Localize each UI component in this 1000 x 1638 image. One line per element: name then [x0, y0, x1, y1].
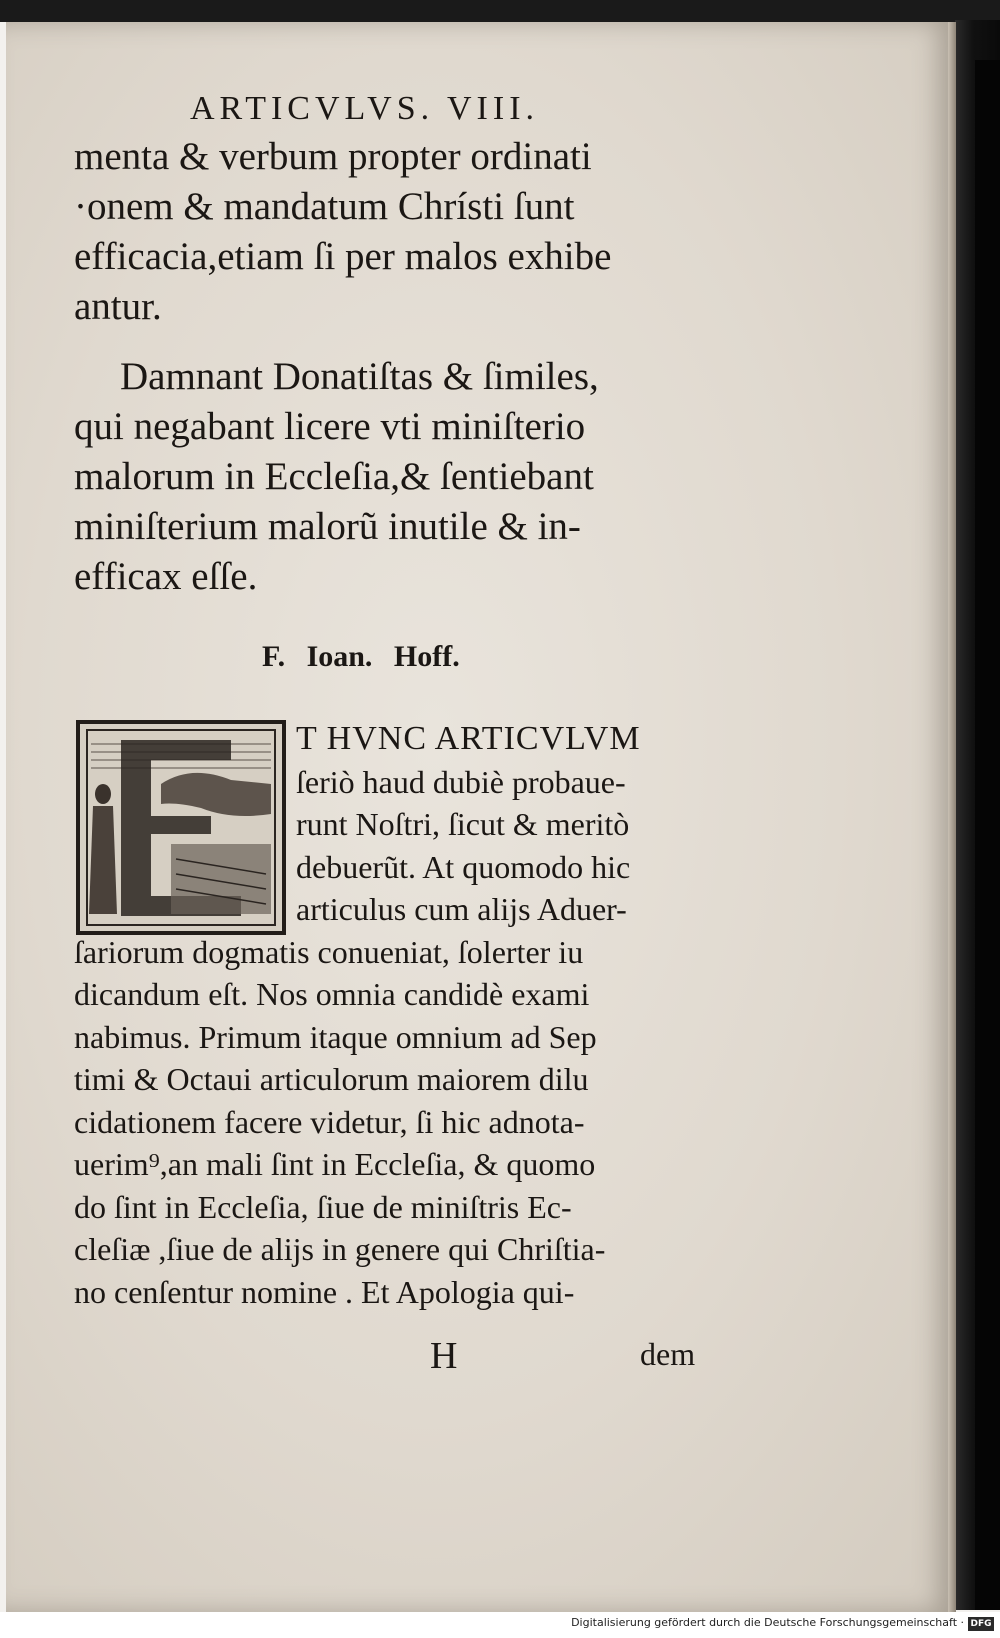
text-line: timi & Octaui articulorum maiorem dilu [74, 1061, 589, 1097]
text-line: Damnant Donatiſtas & ſimiles, [120, 355, 599, 398]
text-line: ſariorum dogmatis conueniat, ſolerter iu [74, 933, 584, 970]
text-line: antur. [74, 285, 162, 328]
page-edge-shadow [948, 22, 956, 1612]
text-line: miniſterium malorũ inutile & in- [74, 505, 581, 548]
text-line: no cenſentur nomine . Et Apologia qui- [74, 1273, 575, 1310]
footer-credit: Digitalisierung gefördert durch die Deutsche Forschungsgemeinschaft · [571, 1616, 964, 1629]
dfg-logo-icon: DFG [968, 1617, 994, 1631]
text-line: efficax eſſe. [74, 555, 258, 598]
text-line: debuerũt. At quomodo hic [296, 848, 631, 885]
text-line: dicandum eſt. Nos omnia candidè exami [74, 976, 590, 1012]
text-line: ·onem & mandatum Chrísti ſunt [74, 185, 575, 228]
scan-top-border [0, 0, 1000, 22]
text-line: cleſiæ ,ſiue de alijs in genere qui Chriſtia- [74, 1231, 606, 1267]
text-line: uerim⁹,an mali ſint in Eccleſia, & quomo [74, 1146, 596, 1182]
signature-mark: H [430, 1335, 458, 1377]
text-line: articulus cum alijs Aduer- [296, 891, 627, 927]
paragraph-b [74, 352, 714, 602]
author-signature: F. Ioan. Hoff. [262, 640, 460, 673]
text-line: efficacia,etiam ſi per malos exhibe [74, 235, 612, 278]
text-line: qui negabant licere vti miniſterio [74, 405, 586, 448]
text-line: cidationem facere videtur, ſi hic adnota- [74, 1103, 585, 1140]
text-line: runt Noſtri, ſicut & meritò [296, 806, 630, 842]
commentary [74, 718, 714, 1313]
running-head: ARTICVLVS. VIII. [190, 90, 540, 127]
book-spine-edge [975, 60, 1000, 1610]
paragraph-a [74, 132, 714, 332]
digitization-footer [0, 1612, 1000, 1638]
commentary-heading: T HVNC ARTICVLVM [296, 720, 641, 757]
text-line: malorum in Eccleſia,& ſentiebant [74, 455, 594, 498]
text-line: menta & verbum propter ordinati [74, 135, 592, 178]
text-line: ſeriò haud dubiè probaue- [296, 763, 626, 800]
text-line: do ſint in Eccleſia, ſiue de miniſtris Ec- [74, 1188, 572, 1225]
text-line: nabimus. Primum itaque omnium ad Sep [74, 1018, 597, 1055]
catchword: dem [640, 1336, 696, 1372]
